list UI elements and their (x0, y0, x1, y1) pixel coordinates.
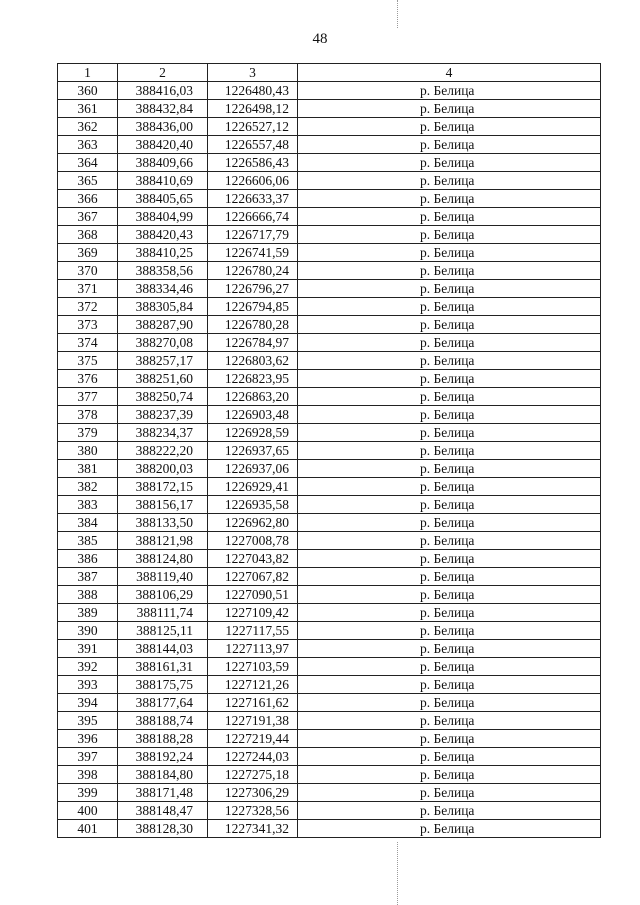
y-coordinate-cell: 1227219,44 (208, 730, 298, 748)
x-coordinate-cell: 388106,29 (118, 586, 208, 604)
table-row (58, 298, 601, 316)
y-coordinate-cell: 1227341,32 (208, 820, 298, 838)
point-number-cell: 398 (58, 766, 118, 784)
object-name-cell: р. Белица (298, 550, 601, 568)
y-coordinate-cell: 1226606,06 (208, 172, 298, 190)
x-coordinate-cell: 388125,11 (118, 622, 208, 640)
object-name-cell: р. Белица (298, 370, 601, 388)
x-coordinate-cell: 388416,03 (118, 82, 208, 100)
y-coordinate-cell: 1226935,58 (208, 496, 298, 514)
point-number-cell: 380 (58, 442, 118, 460)
x-coordinate-cell: 388184,80 (118, 766, 208, 784)
x-coordinate-cell: 388144,03 (118, 640, 208, 658)
table-row (58, 388, 601, 406)
y-coordinate-cell: 1226929,41 (208, 478, 298, 496)
y-coordinate-cell: 1226666,74 (208, 208, 298, 226)
point-number-cell: 378 (58, 406, 118, 424)
y-coordinate-cell: 1227008,78 (208, 532, 298, 550)
point-number-cell: 366 (58, 190, 118, 208)
x-coordinate-cell: 388161,31 (118, 658, 208, 676)
object-name-cell: р. Белица (298, 730, 601, 748)
table-row (58, 190, 601, 208)
point-number-cell: 369 (58, 244, 118, 262)
x-coordinate-cell: 388436,00 (118, 118, 208, 136)
y-coordinate-cell: 1226962,80 (208, 514, 298, 532)
table-row (58, 460, 601, 478)
table-row (58, 532, 601, 550)
object-name-cell: р. Белица (298, 820, 601, 838)
x-coordinate-cell: 388177,64 (118, 694, 208, 712)
x-coordinate-cell: 388237,39 (118, 406, 208, 424)
y-coordinate-cell: 1226823,95 (208, 370, 298, 388)
object-name-cell: р. Белица (298, 244, 601, 262)
x-coordinate-cell: 388257,17 (118, 352, 208, 370)
table-row (58, 118, 601, 136)
table-row (58, 712, 601, 730)
object-name-cell: р. Белица (298, 514, 601, 532)
point-number-cell: 374 (58, 334, 118, 352)
point-number-cell: 401 (58, 820, 118, 838)
table-row (58, 316, 601, 334)
table-row (58, 514, 601, 532)
point-number-cell: 372 (58, 298, 118, 316)
x-coordinate-cell: 388175,75 (118, 676, 208, 694)
x-coordinate-cell: 388111,74 (118, 604, 208, 622)
x-coordinate-cell: 388305,84 (118, 298, 208, 316)
x-coordinate-cell: 388270,08 (118, 334, 208, 352)
x-coordinate-cell: 388188,28 (118, 730, 208, 748)
x-coordinate-cell: 388410,25 (118, 244, 208, 262)
object-name-cell: р. Белица (298, 694, 601, 712)
y-coordinate-cell: 1226928,59 (208, 424, 298, 442)
table-row (58, 262, 601, 280)
y-coordinate-cell: 1227306,29 (208, 784, 298, 802)
table-row (58, 226, 601, 244)
table-row (58, 640, 601, 658)
table-row (58, 280, 601, 298)
point-number-cell: 400 (58, 802, 118, 820)
y-coordinate-cell: 1227113,97 (208, 640, 298, 658)
object-name-cell: р. Белица (298, 334, 601, 352)
x-coordinate-cell: 388171,48 (118, 784, 208, 802)
y-coordinate-cell: 1226557,48 (208, 136, 298, 154)
table-row (58, 748, 601, 766)
table-row (58, 82, 601, 100)
point-number-cell: 390 (58, 622, 118, 640)
point-number-cell: 363 (58, 136, 118, 154)
table-row (58, 658, 601, 676)
object-name-cell: р. Белица (298, 676, 601, 694)
table-body (58, 82, 601, 838)
x-coordinate-cell: 388420,40 (118, 136, 208, 154)
object-name-cell: р. Белица (298, 460, 601, 478)
table-row (58, 334, 601, 352)
object-name-cell: р. Белица (298, 118, 601, 136)
object-name-cell: р. Белица (298, 748, 601, 766)
table-row (58, 406, 601, 424)
x-coordinate-cell: 388287,90 (118, 316, 208, 334)
x-coordinate-cell: 388128,30 (118, 820, 208, 838)
x-coordinate-cell: 388222,20 (118, 442, 208, 460)
point-number-cell: 393 (58, 676, 118, 694)
table-row (58, 244, 601, 262)
point-number-cell: 391 (58, 640, 118, 658)
x-coordinate-cell: 388432,84 (118, 100, 208, 118)
y-coordinate-cell: 1227103,59 (208, 658, 298, 676)
x-coordinate-cell: 388404,99 (118, 208, 208, 226)
y-coordinate-cell: 1227275,18 (208, 766, 298, 784)
y-coordinate-cell: 1226717,79 (208, 226, 298, 244)
y-coordinate-cell: 1227043,82 (208, 550, 298, 568)
object-name-cell: р. Белица (298, 442, 601, 460)
point-number-cell: 397 (58, 748, 118, 766)
object-name-cell: р. Белица (298, 226, 601, 244)
object-name-cell: р. Белица (298, 640, 601, 658)
y-coordinate-cell: 1226633,37 (208, 190, 298, 208)
column-header-4: 4 (298, 64, 601, 82)
x-coordinate-cell: 388420,43 (118, 226, 208, 244)
point-number-cell: 367 (58, 208, 118, 226)
table-header-row (58, 64, 601, 82)
object-name-cell: р. Белица (298, 262, 601, 280)
scan-artifact-line-top (397, 0, 398, 28)
table-row (58, 586, 601, 604)
point-number-cell: 383 (58, 496, 118, 514)
object-name-cell: р. Белица (298, 532, 601, 550)
x-coordinate-cell: 388334,46 (118, 280, 208, 298)
object-name-cell: р. Белица (298, 154, 601, 172)
point-number-cell: 399 (58, 784, 118, 802)
y-coordinate-cell: 1226796,27 (208, 280, 298, 298)
point-number-cell: 394 (58, 694, 118, 712)
object-name-cell: р. Белица (298, 82, 601, 100)
point-number-cell: 381 (58, 460, 118, 478)
point-number-cell: 365 (58, 172, 118, 190)
object-name-cell: р. Белица (298, 784, 601, 802)
point-number-cell: 362 (58, 118, 118, 136)
point-number-cell: 396 (58, 730, 118, 748)
point-number-cell: 379 (58, 424, 118, 442)
table-row (58, 478, 601, 496)
table-row (58, 802, 601, 820)
y-coordinate-cell: 1227328,56 (208, 802, 298, 820)
object-name-cell: р. Белица (298, 208, 601, 226)
y-coordinate-cell: 1227090,51 (208, 586, 298, 604)
x-coordinate-cell: 388121,98 (118, 532, 208, 550)
object-name-cell: р. Белица (298, 622, 601, 640)
table-row (58, 352, 601, 370)
point-number-cell: 387 (58, 568, 118, 586)
object-name-cell: р. Белица (298, 100, 601, 118)
y-coordinate-cell: 1227109,42 (208, 604, 298, 622)
x-coordinate-cell: 388188,74 (118, 712, 208, 730)
y-coordinate-cell: 1226863,20 (208, 388, 298, 406)
table-row (58, 568, 601, 586)
y-coordinate-cell: 1226586,43 (208, 154, 298, 172)
table-row (58, 136, 601, 154)
coordinates-table (57, 63, 601, 838)
y-coordinate-cell: 1226784,97 (208, 334, 298, 352)
point-number-cell: 364 (58, 154, 118, 172)
table-row (58, 496, 601, 514)
y-coordinate-cell: 1227244,03 (208, 748, 298, 766)
y-coordinate-cell: 1226937,06 (208, 460, 298, 478)
table-row (58, 370, 601, 388)
object-name-cell: р. Белица (298, 316, 601, 334)
table-row (58, 424, 601, 442)
table-row (58, 172, 601, 190)
x-coordinate-cell: 388156,17 (118, 496, 208, 514)
y-coordinate-cell: 1226527,12 (208, 118, 298, 136)
y-coordinate-cell: 1227191,38 (208, 712, 298, 730)
point-number-cell: 376 (58, 370, 118, 388)
object-name-cell: р. Белица (298, 406, 601, 424)
x-coordinate-cell: 388358,56 (118, 262, 208, 280)
object-name-cell: р. Белица (298, 766, 601, 784)
object-name-cell: р. Белица (298, 388, 601, 406)
x-coordinate-cell: 388200,03 (118, 460, 208, 478)
y-coordinate-cell: 1227067,82 (208, 568, 298, 586)
object-name-cell: р. Белица (298, 280, 601, 298)
object-name-cell: р. Белица (298, 136, 601, 154)
table-row (58, 622, 601, 640)
y-coordinate-cell: 1227117,55 (208, 622, 298, 640)
y-coordinate-cell: 1226903,48 (208, 406, 298, 424)
y-coordinate-cell: 1226937,65 (208, 442, 298, 460)
x-coordinate-cell: 388133,50 (118, 514, 208, 532)
y-coordinate-cell: 1226794,85 (208, 298, 298, 316)
y-coordinate-cell: 1226498,12 (208, 100, 298, 118)
point-number-cell: 386 (58, 550, 118, 568)
table-row (58, 604, 601, 622)
scan-artifact-line-bottom (397, 842, 398, 905)
table-row (58, 676, 601, 694)
x-coordinate-cell: 388192,24 (118, 748, 208, 766)
y-coordinate-cell: 1226780,24 (208, 262, 298, 280)
point-number-cell: 377 (58, 388, 118, 406)
point-number-cell: 361 (58, 100, 118, 118)
object-name-cell: р. Белица (298, 568, 601, 586)
column-header-1: 1 (58, 64, 118, 82)
table-row (58, 820, 601, 838)
page-number: 48 (312, 31, 328, 47)
x-coordinate-cell: 388234,37 (118, 424, 208, 442)
table-row (58, 766, 601, 784)
x-coordinate-cell: 388124,80 (118, 550, 208, 568)
object-name-cell: р. Белица (298, 604, 601, 622)
x-coordinate-cell: 388409,66 (118, 154, 208, 172)
point-number-cell: 382 (58, 478, 118, 496)
point-number-cell: 384 (58, 514, 118, 532)
point-number-cell: 371 (58, 280, 118, 298)
point-number-cell: 373 (58, 316, 118, 334)
object-name-cell: р. Белица (298, 712, 601, 730)
table-row (58, 100, 601, 118)
x-coordinate-cell: 388251,60 (118, 370, 208, 388)
y-coordinate-cell: 1227121,26 (208, 676, 298, 694)
object-name-cell: р. Белица (298, 802, 601, 820)
table-row (58, 550, 601, 568)
table-row (58, 208, 601, 226)
x-coordinate-cell: 388172,15 (118, 478, 208, 496)
y-coordinate-cell: 1226741,59 (208, 244, 298, 262)
y-coordinate-cell: 1226780,28 (208, 316, 298, 334)
object-name-cell: р. Белица (298, 424, 601, 442)
y-coordinate-cell: 1227161,62 (208, 694, 298, 712)
point-number-cell: 385 (58, 532, 118, 550)
object-name-cell: р. Белица (298, 658, 601, 676)
object-name-cell: р. Белица (298, 298, 601, 316)
point-number-cell: 370 (58, 262, 118, 280)
y-coordinate-cell: 1226803,62 (208, 352, 298, 370)
x-coordinate-cell: 388148,47 (118, 802, 208, 820)
point-number-cell: 360 (58, 82, 118, 100)
table-row (58, 154, 601, 172)
point-number-cell: 388 (58, 586, 118, 604)
x-coordinate-cell: 388405,65 (118, 190, 208, 208)
object-name-cell: р. Белица (298, 190, 601, 208)
column-header-2: 2 (118, 64, 208, 82)
x-coordinate-cell: 388250,74 (118, 388, 208, 406)
point-number-cell: 368 (58, 226, 118, 244)
y-coordinate-cell: 1226480,43 (208, 82, 298, 100)
object-name-cell: р. Белица (298, 172, 601, 190)
table-row (58, 730, 601, 748)
object-name-cell: р. Белица (298, 478, 601, 496)
object-name-cell: р. Белица (298, 352, 601, 370)
table-row (58, 694, 601, 712)
x-coordinate-cell: 388410,69 (118, 172, 208, 190)
point-number-cell: 395 (58, 712, 118, 730)
point-number-cell: 392 (58, 658, 118, 676)
point-number-cell: 389 (58, 604, 118, 622)
column-header-3: 3 (208, 64, 298, 82)
point-number-cell: 375 (58, 352, 118, 370)
table-row (58, 442, 601, 460)
object-name-cell: р. Белица (298, 496, 601, 514)
object-name-cell: р. Белица (298, 586, 601, 604)
x-coordinate-cell: 388119,40 (118, 568, 208, 586)
table-row (58, 784, 601, 802)
